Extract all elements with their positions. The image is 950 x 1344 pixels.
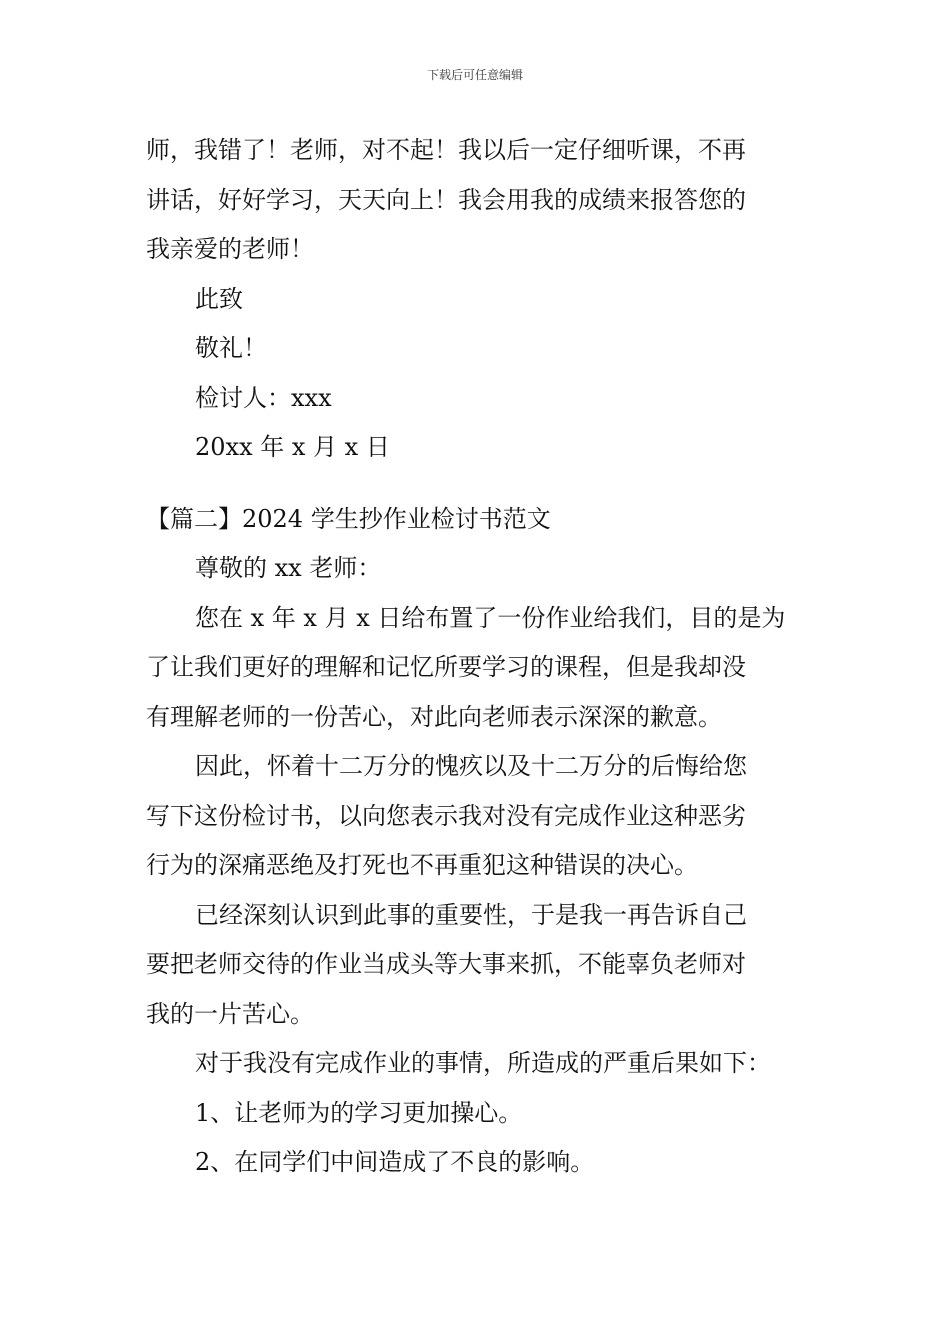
document-body xyxy=(146,126,808,1188)
paragraph-line: 师，我错了！老师，对不起！我以后一定仔细听课，不再 xyxy=(146,136,746,164)
list-item: 2、在同学们中间造成了不良的影响。 xyxy=(195,1148,595,1176)
paragraph-line: 我亲爱的老师！ xyxy=(146,235,314,263)
letter-greeting: 尊敬的 xx 老师： xyxy=(195,554,382,582)
paragraph-line: 讲话，好好学习，天天向上！我会用我的成绩来报答您的 xyxy=(146,185,746,214)
signature-author: 检讨人：xxx xyxy=(195,383,332,412)
paragraph-line: 了让我们更好的理解和记忆所要学习的课程，但是我却没 xyxy=(146,653,746,681)
paragraph-line: 要把老师交待的作业当成头等大事来抓，不能辜负老师对 xyxy=(146,950,746,978)
page-header: 下载后可任意编辑 xyxy=(426,68,523,82)
paragraph-line: 写下这份检讨书，以向您表示我对没有完成作业这种恶劣 xyxy=(146,801,746,830)
closing-salutation: 此致 xyxy=(195,284,243,313)
section-title: 【篇二】2024 学生抄作业检讨书范文 xyxy=(146,504,551,533)
section-gap xyxy=(146,473,808,495)
paragraph-line: 对于我没有完成作业的事情，所造成的严重后果如下： xyxy=(195,1049,771,1077)
signature-date: 20xx 年 x 月 x 日 xyxy=(195,433,390,461)
paragraph-line: 因此，怀着十二万分的愧疚以及十二万分的后悔给您 xyxy=(195,752,747,780)
list-item: 1、让老师为的学习更加操心。 xyxy=(195,1098,523,1127)
paragraph-line: 您在 x 年 x 月 x 日给布置了一份作业给我们，目的是为 xyxy=(195,603,786,632)
paragraph-line: 有理解老师的一份苦心，对此向老师表示深深的歉意。 xyxy=(146,702,722,731)
closing-respect: 敬礼！ xyxy=(195,334,267,362)
paragraph-line: 行为的深痛恶绝及打死也不再重犯这种错误的决心。 xyxy=(146,851,698,879)
paragraph-line: 我的一片苦心。 xyxy=(146,999,314,1028)
paragraph-line: 已经深刻认识到此事的重要性，于是我一再告诉自己 xyxy=(195,900,747,929)
